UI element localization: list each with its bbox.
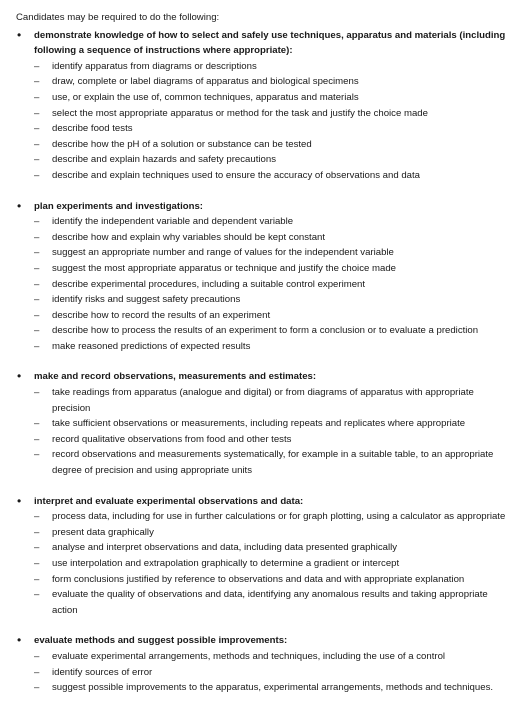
list-item	[34, 540, 506, 556]
dash-icon: –	[34, 558, 40, 569]
list-item	[34, 261, 506, 277]
list-item-text: describe how and explain why variables should be kept constant	[52, 231, 326, 243]
list-item	[34, 214, 506, 230]
dash-icon: –	[34, 60, 40, 72]
list-item	[34, 416, 506, 432]
dash-icon: –	[34, 216, 40, 228]
dash-icon: –	[34, 449, 40, 461]
list-item-text: process data, including for use in further calculations or for graph plotting, using a calculator as appropriate	[52, 511, 506, 523]
item-list	[34, 214, 506, 354]
list-item-text: suggest an appropriate number and range of values for the independent variable	[52, 247, 394, 259]
section-heading: evaluate methods and suggest possible improvements:	[34, 635, 288, 647]
list-item	[34, 168, 506, 184]
list-item-text: take readings from apparatus (analogue and digital) or from diagrams of apparatus with appropriate precision	[52, 387, 474, 414]
list-item-text: present data graphically	[52, 526, 154, 538]
bullet-icon: •	[17, 633, 22, 648]
dash-icon: –	[34, 573, 40, 585]
list-item	[34, 665, 506, 681]
dash-icon: –	[34, 154, 40, 166]
intro-text: Candidates may be required to do the following:	[16, 12, 220, 23]
dash-icon: –	[34, 123, 40, 135]
list-item	[34, 277, 506, 293]
list-item	[34, 292, 506, 308]
list-item	[34, 587, 506, 618]
list-item	[34, 245, 506, 261]
dash-icon: –	[34, 278, 40, 290]
list-item-text: draw, complete or label diagrams of apparatus and biological specimens	[52, 76, 359, 88]
item-list	[34, 385, 506, 479]
dash-icon: –	[34, 433, 40, 445]
list-item-text: identify risks and suggest safety precautions	[52, 294, 241, 306]
section-4	[16, 494, 506, 619]
list-item	[34, 447, 506, 478]
dash-icon: –	[34, 231, 40, 243]
dash-icon: –	[34, 309, 40, 321]
list-item-text: describe how to process the results of an experiment to form a conclusion or to evaluate a prediction	[52, 325, 479, 337]
list-item	[34, 556, 506, 572]
dash-icon: –	[34, 589, 40, 601]
item-list	[34, 649, 506, 696]
dash-icon: –	[34, 107, 40, 119]
list-item	[34, 106, 506, 122]
section-3	[16, 369, 506, 478]
list-item	[34, 121, 506, 137]
dash-icon: –	[34, 91, 40, 103]
section-spacer	[16, 354, 506, 369]
dash-icon: –	[34, 340, 40, 352]
list-item-text: identify the independent variable and dependent variable	[52, 216, 294, 228]
list-item-text: describe how to record the results of an experiment	[52, 309, 271, 321]
list-item	[34, 339, 506, 355]
dash-icon: –	[34, 542, 40, 554]
list-item	[34, 59, 506, 75]
list-item-text: describe and explain techniques used to ensure the accuracy of observations and data	[52, 169, 421, 181]
section-spacer	[16, 479, 506, 494]
list-item-text: evaluate experimental arrangements, methods and techniques, including the use of a control	[52, 650, 446, 662]
list-item-text: record qualitative observations from food and other tests	[52, 433, 292, 445]
list-item	[34, 152, 506, 168]
list-item	[34, 74, 506, 90]
sections-container	[16, 28, 506, 696]
list-item-text: use, or explain the use of, common techniques, apparatus and materials	[52, 91, 359, 103]
list-item	[34, 90, 506, 106]
list-item-text: form conclusions justified by reference to observations and data and with appropriate explanation	[52, 573, 465, 585]
dash-icon: –	[34, 247, 40, 259]
dash-icon: –	[34, 169, 40, 181]
list-item-text: select the most appropriate apparatus or method for the task and justify the choice made	[52, 107, 428, 119]
list-item-text: describe experimental procedures, including a suitable control experiment	[52, 278, 366, 290]
list-item	[34, 385, 506, 416]
dash-icon: –	[34, 682, 40, 694]
list-item-text: analyse and interpret observations and data, including data presented graphically	[52, 542, 398, 554]
list-item-text: record observations and measurements systematically, for example in a suitable table, to an appropriate degree of precision and using appropriate units	[52, 449, 494, 477]
dash-icon: –	[34, 526, 40, 538]
list-item-text: identify apparatus from diagrams or descriptions	[52, 60, 257, 72]
list-item-text: describe how the pH of a solution or substance can be tested	[52, 138, 312, 150]
section-spacer	[16, 184, 506, 199]
list-item	[34, 680, 506, 696]
dash-icon: –	[34, 650, 40, 662]
list-item-text: describe and explain hazards and safety precautions	[52, 154, 276, 166]
dash-icon: –	[34, 511, 40, 523]
list-item	[34, 323, 506, 339]
list-item	[34, 572, 506, 588]
dash-icon: –	[34, 418, 40, 430]
list-item-text: evaluate the quality of observations and data, identifying any anomalous results and taking appropriate action	[52, 589, 488, 616]
list-item-text: identify sources of error	[52, 666, 153, 678]
section-heading: interpret and evaluate experimental observations and data:	[34, 495, 304, 507]
bullet-icon: •	[17, 198, 22, 213]
dash-icon: –	[34, 666, 40, 678]
section-spacer	[16, 618, 506, 633]
section-5	[16, 633, 506, 695]
list-item	[34, 308, 506, 324]
item-list	[34, 509, 506, 618]
bullet-icon: •	[17, 493, 22, 508]
section-heading: plan experiments and investigations:	[34, 200, 203, 212]
section-1	[16, 28, 506, 184]
list-item-text: describe food tests	[52, 123, 133, 135]
list-item-text: make reasoned predictions of expected results	[52, 340, 251, 352]
item-list	[34, 59, 506, 184]
list-item	[34, 432, 506, 448]
list-item-text: take sufficient observations or measurements, including repeats and replicates where appropriate	[52, 418, 466, 430]
list-item	[34, 525, 506, 541]
section-heading: make and record observations, measurements and estimates:	[34, 371, 317, 383]
bullet-icon: •	[17, 369, 22, 384]
section-heading: demonstrate knowledge of how to select and safely use techniques, apparatus and materials (including following a sequence of instructions where appropriate):	[34, 29, 506, 57]
dash-icon: –	[34, 294, 40, 306]
list-item-text: suggest possible improvements to the apparatus, experimental arrangements, methods and techniques.	[52, 682, 494, 694]
list-item-text: suggest the most appropriate apparatus or technique and justify the choice made	[52, 262, 396, 274]
list-item	[34, 509, 506, 525]
list-item-text: use interpolation and extrapolation graphically to determine a gradient or intercept	[52, 558, 400, 569]
list-item	[34, 230, 506, 246]
dash-icon: –	[34, 325, 40, 337]
list-item	[34, 137, 506, 153]
dash-icon: –	[34, 138, 40, 150]
bullet-icon: •	[17, 27, 22, 42]
dash-icon: –	[34, 387, 40, 399]
section-2	[16, 199, 506, 355]
list-item	[34, 649, 506, 665]
dash-icon: –	[34, 262, 40, 274]
dash-icon: –	[34, 76, 40, 88]
